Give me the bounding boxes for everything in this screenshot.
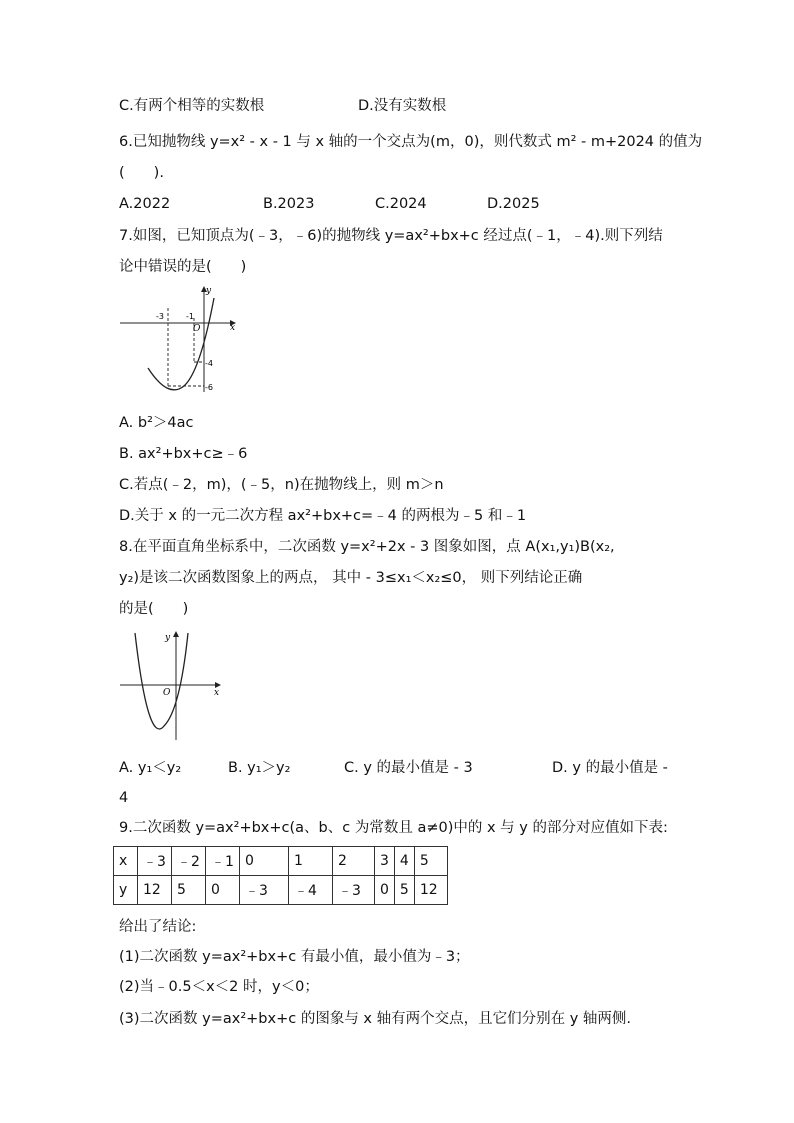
table-cell: ﹣3 xyxy=(240,876,289,905)
q7-option-a: A. b²＞4ac xyxy=(119,415,194,431)
table-cell: 5 xyxy=(172,876,206,905)
table-cell: ﹣2 xyxy=(172,847,206,876)
table-cell: 5 xyxy=(414,847,447,876)
q7-label-origin: O xyxy=(193,324,201,334)
q8-stem-line2: y₂)是该二次函数图象上的两点， 其中 - 3≤x₁＜x₂≤0， 则下列结论正确 xyxy=(119,570,583,586)
q9-conclusion-2: (2)当﹣0.5＜x＜2 时，y＜0； xyxy=(119,979,319,995)
table-cell: 0 xyxy=(375,876,395,905)
q7-option-c: C.若点(﹣2，m)，(﹣5，n)在抛物线上，则 m＞n xyxy=(119,477,444,493)
q6-option-d: D.2025 xyxy=(487,196,540,212)
table-cell: 4 xyxy=(394,847,414,876)
q7-tick-neg6: -6 xyxy=(205,383,213,392)
q5-option-c: C.有两个相等的实数根 xyxy=(119,98,265,114)
q8-parabola-figure xyxy=(118,628,224,742)
table-cell: ﹣4 xyxy=(289,876,333,905)
q8-option-a: A. y₁＜y₂ xyxy=(119,760,182,776)
q5-option-d: D.没有实数根 xyxy=(358,98,447,114)
q8-label-x: x xyxy=(214,688,220,698)
q9-conclusion-1: (1)二次函数 y=ax²+bx+c 有最小值，最小值为﹣3； xyxy=(119,949,470,965)
q8-option-d-cont: 4 xyxy=(119,790,129,806)
table-cell: 0 xyxy=(206,876,240,905)
q6-option-c: C.2024 xyxy=(375,196,427,212)
table-cell: 3 xyxy=(375,847,395,876)
table-cell: ﹣3 xyxy=(333,876,375,905)
q8-parabola-curve xyxy=(135,633,188,729)
table-cell: ﹣3 xyxy=(138,847,172,876)
table-row-x xyxy=(114,847,448,876)
q6-option-a: A.2022 xyxy=(119,196,171,212)
q7-tick-neg3: -3 xyxy=(156,312,164,321)
q7-tick-neg1: -1 xyxy=(186,312,194,321)
q8-option-d: D. y 的最小值是 - xyxy=(552,760,668,776)
q7-label-x: x xyxy=(230,323,236,333)
q6-stem-line1: 6.已知抛物线 y=x² - x - 1 与 x 轴的一个交点为(m，0)，则代数式 m² - m+2024 的值为 xyxy=(119,134,703,150)
q8-option-b: B. y₁＞y₂ xyxy=(228,760,291,776)
q9-stem: 9.二次函数 y=ax²+bx+c(a、b、c 为常数且 a≠0)中的 x 与 y 的部分对应值如下表: xyxy=(119,820,668,836)
table-row-y xyxy=(114,876,448,905)
table-cell: x xyxy=(114,847,138,876)
table-cell: ﹣1 xyxy=(206,847,240,876)
q7-option-d: D.关于 x 的一元二次方程 ax²+bx+c=﹣4 的两根为﹣5 和﹣1 xyxy=(119,508,527,524)
q7-parabola-figure xyxy=(118,284,242,396)
q9-value-table xyxy=(113,846,448,905)
q7-stem-line1: 7.如图，已知顶点为(﹣3，﹣6)的抛物线 y=ax²+bx+c 经过点(﹣1，﹣4).则下列结 xyxy=(119,228,663,244)
table-cell: 12 xyxy=(414,876,447,905)
q7-tick-neg4: -4 xyxy=(205,359,213,368)
q8-stem-line3: 的是( ) xyxy=(119,601,189,617)
table-cell: 1 xyxy=(289,847,333,876)
q7-option-b: B. ax²+bx+c≥﹣6 xyxy=(119,446,248,462)
q8-stem-line1: 8.在平面直角坐标系中，二次函数 y=x²+2x - 3 图象如图，点 A(x₁,y₁)B(x₂, xyxy=(119,539,615,555)
q6-option-b: B.2023 xyxy=(263,196,315,212)
table-cell: 5 xyxy=(394,876,414,905)
q6-stem-line2: ( ). xyxy=(119,165,164,181)
q7-label-y: y xyxy=(206,286,212,296)
q8-label-origin: O xyxy=(163,688,171,698)
q8-label-y: y xyxy=(165,633,171,643)
table-cell: 0 xyxy=(240,847,289,876)
table-cell: 2 xyxy=(333,847,375,876)
q8-option-c: C. y 的最小值是 - 3 xyxy=(344,760,473,776)
q9-conclusion-3: (3)二次函数 y=ax²+bx+c 的图象与 x 轴有两个交点，且它们分别在 y 轴两侧. xyxy=(119,1011,632,1027)
table-cell: 12 xyxy=(138,876,172,905)
table-cell: y xyxy=(114,876,138,905)
q9-conclusion-intro: 给出了结论: xyxy=(119,919,197,935)
q7-stem-line2: 论中错误的是( ) xyxy=(119,259,247,275)
